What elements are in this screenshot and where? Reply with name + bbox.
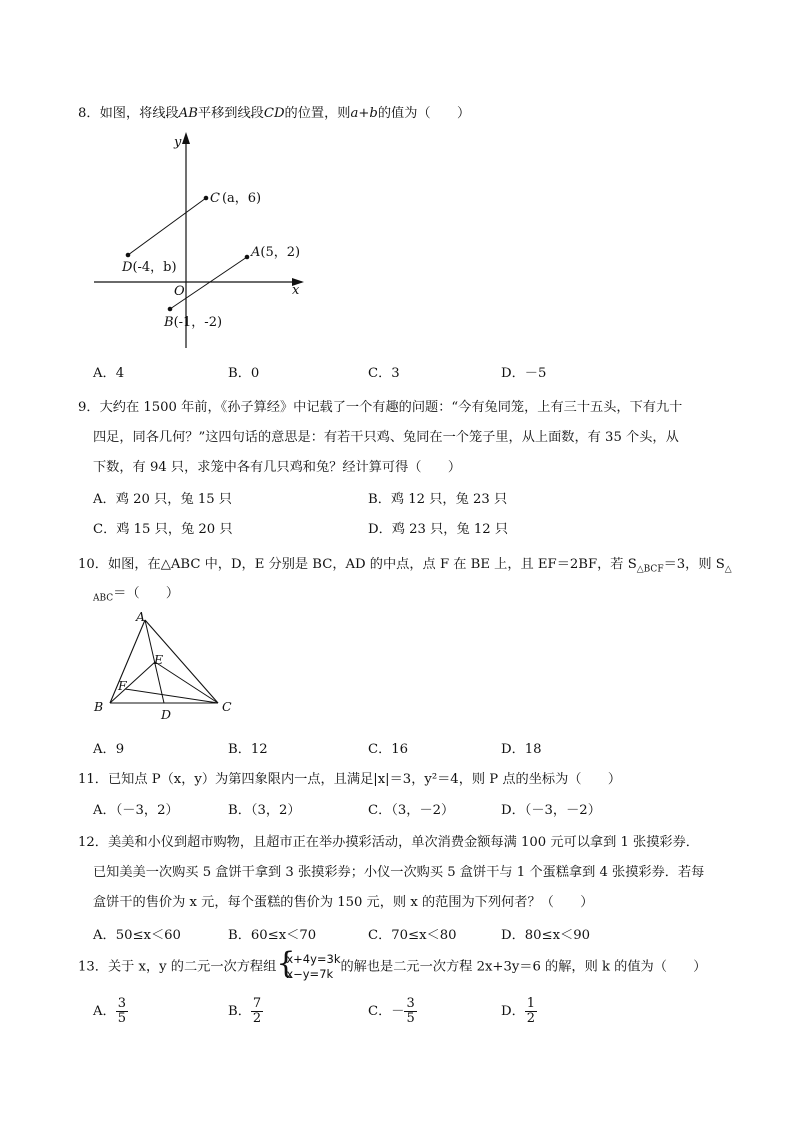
y-axis-arrow bbox=[182, 132, 190, 144]
y-axis-label: y bbox=[174, 135, 182, 150]
q10-triangle-figure bbox=[90, 606, 240, 724]
fraction: $\frac{7}{2}$ bbox=[252, 996, 262, 1026]
q9-line-3: 下数，有 94 只，求笼中各有几只鸡和兔？经计算可得（ ） bbox=[93, 460, 462, 475]
q12-option-a[interactable]: A．50≤x＜60 bbox=[93, 928, 181, 943]
q9-option-c[interactable]: C．鸡 15 只，兔 20 只 bbox=[93, 522, 233, 537]
coord-c: (a，6) bbox=[221, 191, 262, 206]
label-b: B bbox=[94, 699, 104, 714]
q13-option-c[interactable]: C．－ $\frac{3}{5}$ bbox=[368, 996, 415, 1026]
svg-text:A(5，2) bbox=[250, 245, 300, 260]
label-f: F bbox=[118, 678, 127, 693]
segment-ab bbox=[170, 257, 247, 309]
q9-line-2: 四足，同各几何？”这四句话的意思是：有若干只鸡、兔同在一个笼子里，从上面数，有 35 个头，从 bbox=[93, 430, 679, 445]
q8-option-a[interactable]: A．4 bbox=[93, 366, 125, 381]
x-axis-label: x bbox=[292, 283, 300, 298]
label-d: D bbox=[161, 707, 172, 722]
label-c: C bbox=[222, 699, 232, 714]
q10-option-d[interactable]: D．18 bbox=[501, 742, 542, 757]
segment-be bbox=[110, 662, 155, 703]
q10-line-2: $_{ABC}$＝（ ） bbox=[93, 586, 180, 604]
coord-b: (-1，-2) bbox=[173, 315, 223, 330]
coord-d: (-4，b) bbox=[132, 260, 177, 275]
label-b: B bbox=[164, 315, 174, 330]
point-d bbox=[126, 253, 131, 258]
q11-option-b[interactable]: B．（3，2） bbox=[228, 803, 301, 818]
q11-option-a[interactable]: A．（－3，2） bbox=[93, 803, 179, 818]
label-a: A bbox=[251, 245, 261, 260]
point-b bbox=[168, 307, 173, 312]
segment-fc bbox=[125, 689, 218, 703]
q8-coordinate-graph bbox=[88, 128, 318, 350]
q13-line-1: 13．关于 x，y 的二元一次方程组 { x+4y=3k x−y=7k 的解也是二元一次方程 2x+3y＝6 的解，则 k 的值为（ ） bbox=[78, 946, 707, 981]
q8-option-c[interactable]: C．3 bbox=[368, 366, 400, 381]
label-d: D bbox=[122, 260, 133, 275]
q11-line-1: 11．已知点 P（x，y）为第四象限内一点，且满足|x|＝3，y²＝4，则 P 点的坐标为（ ） bbox=[78, 772, 622, 787]
q12-option-b[interactable]: B．60≤x＜70 bbox=[228, 928, 317, 943]
q9-line-1: 9．大约在 1500 年前，《孙子算经》中记载了一个有趣的问题：“今有兔同笼，上有三十五头，下有九十 bbox=[78, 400, 683, 415]
fraction: $\frac{3}{5}$ bbox=[406, 996, 415, 1026]
point-a bbox=[245, 255, 250, 260]
q12-option-c[interactable]: C．70≤x＜80 bbox=[368, 928, 457, 943]
q11-option-d[interactable]: D．（－3，－2） bbox=[501, 803, 601, 818]
q12-line-2: 已知美美一次购买 5 盒饼干拿到 3 张摸彩券；小仪一次购买 5 盒饼干与 1 个蛋糕拿到 4 张摸彩券．若每 bbox=[93, 865, 705, 880]
label-a: A bbox=[136, 609, 146, 624]
q13-option-a[interactable]: A． $\frac{3}{5}$ bbox=[93, 996, 126, 1026]
label-c: C bbox=[210, 191, 220, 206]
q12-option-d[interactable]: D．80≤x＜90 bbox=[501, 928, 590, 943]
q9-option-b[interactable]: B．鸡 12 只，兔 23 只 bbox=[368, 492, 508, 507]
side-ab bbox=[110, 620, 145, 703]
segment-cd bbox=[128, 198, 206, 255]
q11-option-c[interactable]: C．（3，－2） bbox=[368, 803, 455, 818]
svg-text:D(-4，b) bbox=[121, 260, 177, 275]
svg-text:B(-1，-2) bbox=[163, 315, 222, 330]
equation-1: x+4y=3k bbox=[286, 952, 341, 966]
fraction: $\frac{1}{2}$ bbox=[526, 996, 536, 1026]
equation-2: x−y=7k bbox=[286, 967, 334, 981]
q13-option-b[interactable]: B． $\frac{7}{2}$ bbox=[228, 996, 262, 1026]
point-c bbox=[204, 196, 209, 201]
label-e: E bbox=[154, 652, 164, 667]
q10-option-c[interactable]: C．16 bbox=[368, 742, 409, 757]
q10-line-1: 10．如图，在△ABC 中，D，E 分别是 BC，AD 的中点，点 F 在 BE 上，且 EF＝2BF，若 $S_{\triangle BCF}=3$，则 $S_\triangle$ bbox=[78, 557, 732, 575]
equation-system: { x+4y=3k x−y=7k bbox=[276, 946, 341, 981]
q10-option-a[interactable]: A．9 bbox=[93, 742, 125, 757]
q9-option-d[interactable]: D．鸡 23 只，兔 12 只 bbox=[368, 522, 509, 537]
coord-a: (5，2) bbox=[260, 245, 301, 260]
svg-text:C(a，6) bbox=[210, 191, 261, 206]
q12-line-1: 12．美美和小仪到超市购物，且超市正在举办摸彩活动，单次消费金额每满 100 元可以拿到 1 张摸彩券． bbox=[78, 835, 699, 850]
q8-stem: 8．如图，将线段AB平移到线段CD的位置，则a+b的值为（ ） bbox=[78, 106, 471, 121]
q10-option-b[interactable]: B．12 bbox=[228, 742, 268, 757]
fraction: $\frac{3}{5}$ bbox=[117, 996, 126, 1026]
q13-option-d[interactable]: D． $\frac{1}{2}$ bbox=[501, 996, 536, 1026]
q8-option-d[interactable]: D．－5 bbox=[501, 366, 547, 381]
q8-option-b[interactable]: B．0 bbox=[228, 366, 260, 381]
segment-ec bbox=[155, 662, 218, 703]
q12-line-3: 盒饼干的售价为 x 元，每个蛋糕的售价为 150 元，则 x 的范围为下列何者？（ ） bbox=[93, 895, 594, 910]
q9-option-a[interactable]: A．鸡 20 只，兔 15 只 bbox=[93, 492, 232, 507]
origin-label: O bbox=[174, 284, 185, 299]
